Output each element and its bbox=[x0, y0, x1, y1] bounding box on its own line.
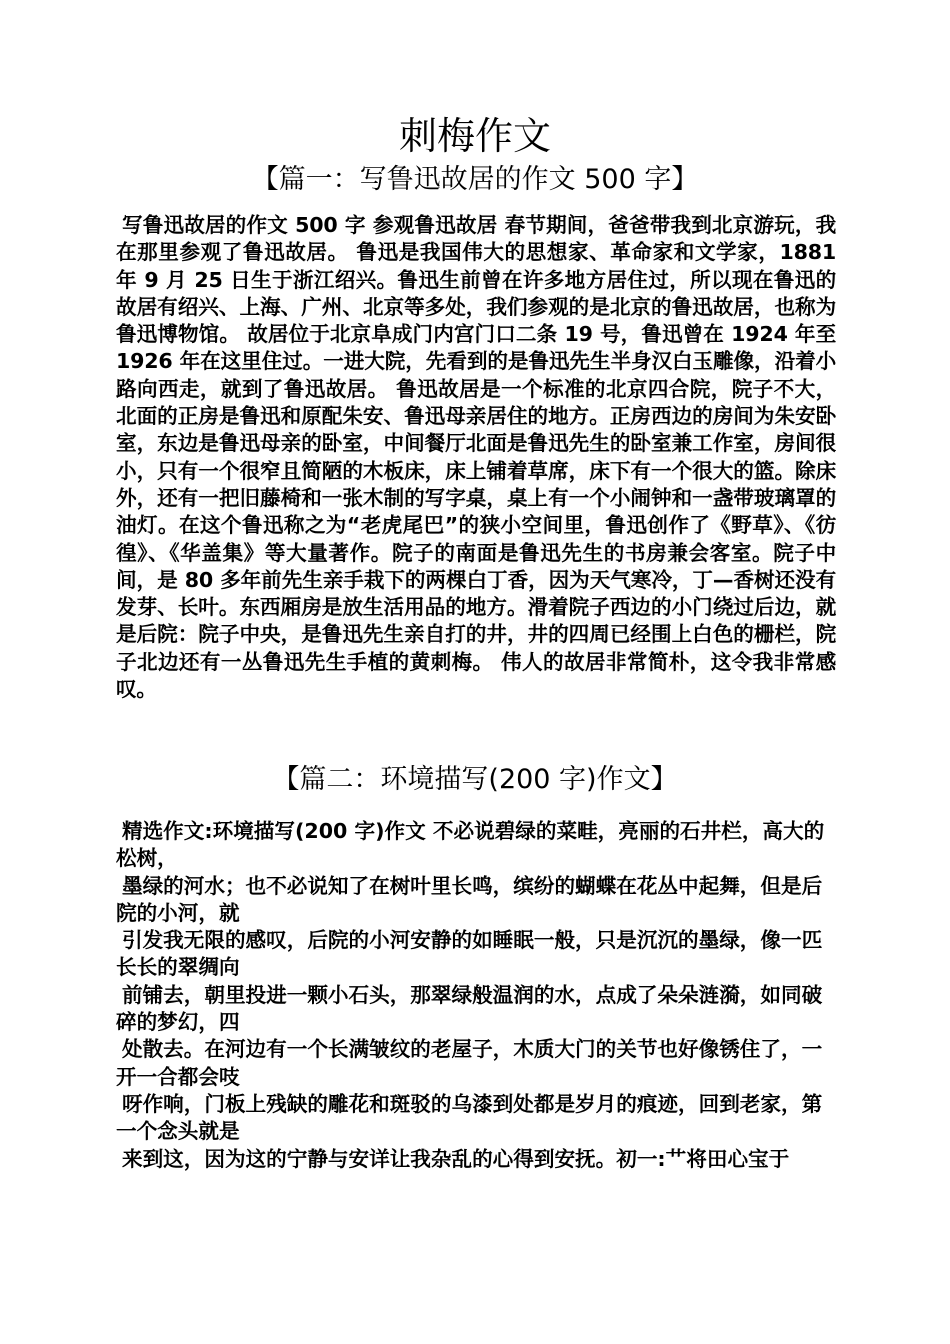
section-2-heading: 【篇二：环境描写(200 字)作文】 bbox=[272, 764, 678, 795]
section-2-paragraph-line: 呀作响，门板上残缺的雕花和斑驳的乌漆到处都是岁月的痕迹，回到老家，第一个念头就是 bbox=[116, 1091, 823, 1144]
section-2-paragraph-line: 精选作文:环境描写(200 字)作文 不必说碧绿的菜畦，亮丽的石井栏，高大的松树， bbox=[116, 819, 825, 871]
section-1-body: 写鲁迅故居的作文 500 字 参观鲁迅故居 春节期间，爸爸带我到北京游玩，我在那里参观了鲁迅故居。 鲁迅是我国伟大的思想家、革命家和文学家，1881 年 9 月 25 日生于浙江绍兴。鲁迅生前曾在许多地方居住过，所以现在鲁迅的故居有绍兴、上海、广州、北京等多处，我们参观的是北京的鲁迅故居，也称为鲁迅博物馆。 故居位于北京阜成门内宫门口二条 19 号，鲁迅曾在 1924 年至 1926 年在这里住过。一进大院，先看到的是鲁迅先生半身汉白玉雕像，沿着小路向西走，就到了鲁迅故居。 鲁迅故居是一个标准的北京四合院，院子不大，北面的正房是鲁迅和原配朱安、鲁迅母亲居住的地方。正房西边的房间为朱安卧室，东边是鲁迅母亲的卧室，中间餐厅北面是鲁迅先生的卧室兼工作室，房间很小，只有一个很窄且简陋的木板床，床上铺着草席，床下有一个很大的篮。除床外，还有一把旧藤椅和一张木制的写字桌，桌上有一个小闹钟和一盏带玻璃罩的油灯。在这个鲁迅称之为“老虎尾巴”的狭小空间里，鲁迅创作了《野草》、《彷徨》、《华盖集》等大量著作。院子的南面是鲁迅先生的书房兼会客室。院子中间，是 80 多年前先生亲手栽下的两棵白丁香，因为天气寒冷，丁—香树还没有发芽、长叶。东西厢房是放生活用品的地方。滑着院子西边的小门绕过后边，就是后院：院子中央，是鲁迅先生亲自打的井，井的四周已经围上白色的栅栏，院子北边还有一丛鲁迅先生手植的黄刺梅。 伟人的故居非常简朴，这令我非常感叹。 bbox=[116, 213, 836, 702]
section-2-paragraph-line: 来到这，因为这的宁静与安详让我杂乱的心得到安抚。初一:艹将田心宝于 bbox=[122, 1146, 790, 1171]
document-title: 刺梅作文 bbox=[398, 114, 551, 158]
section-2-body bbox=[116, 818, 836, 1173]
section-2-paragraph-line: 前铺去，朝里投进一颗小石头，那翠绿般温润的水，点成了朵朵涟漪，如同破碎的梦幻，四 bbox=[116, 982, 823, 1035]
section-2-paragraph-line: 墨绿的河水；也不必说知了在树叶里长鸣，缤纷的蝴蝶在花丛中起舞，但是后院的小河，就 bbox=[116, 873, 823, 925]
section-2-paragraph-line: 引发我无限的感叹，后院的小河安静的如睡眠一般，只是沉沉的墨绿，像一匹长长的翠绸向 bbox=[116, 928, 823, 980]
section-1-heading: 【篇一：写鲁迅故居的作文 500 字】 bbox=[251, 164, 699, 195]
section-2-paragraph-line: 处散去。在河边有一个长满皱纹的老屋子，木质大门的关节也好像锈住了，一开一合都会吱 bbox=[116, 1037, 823, 1089]
